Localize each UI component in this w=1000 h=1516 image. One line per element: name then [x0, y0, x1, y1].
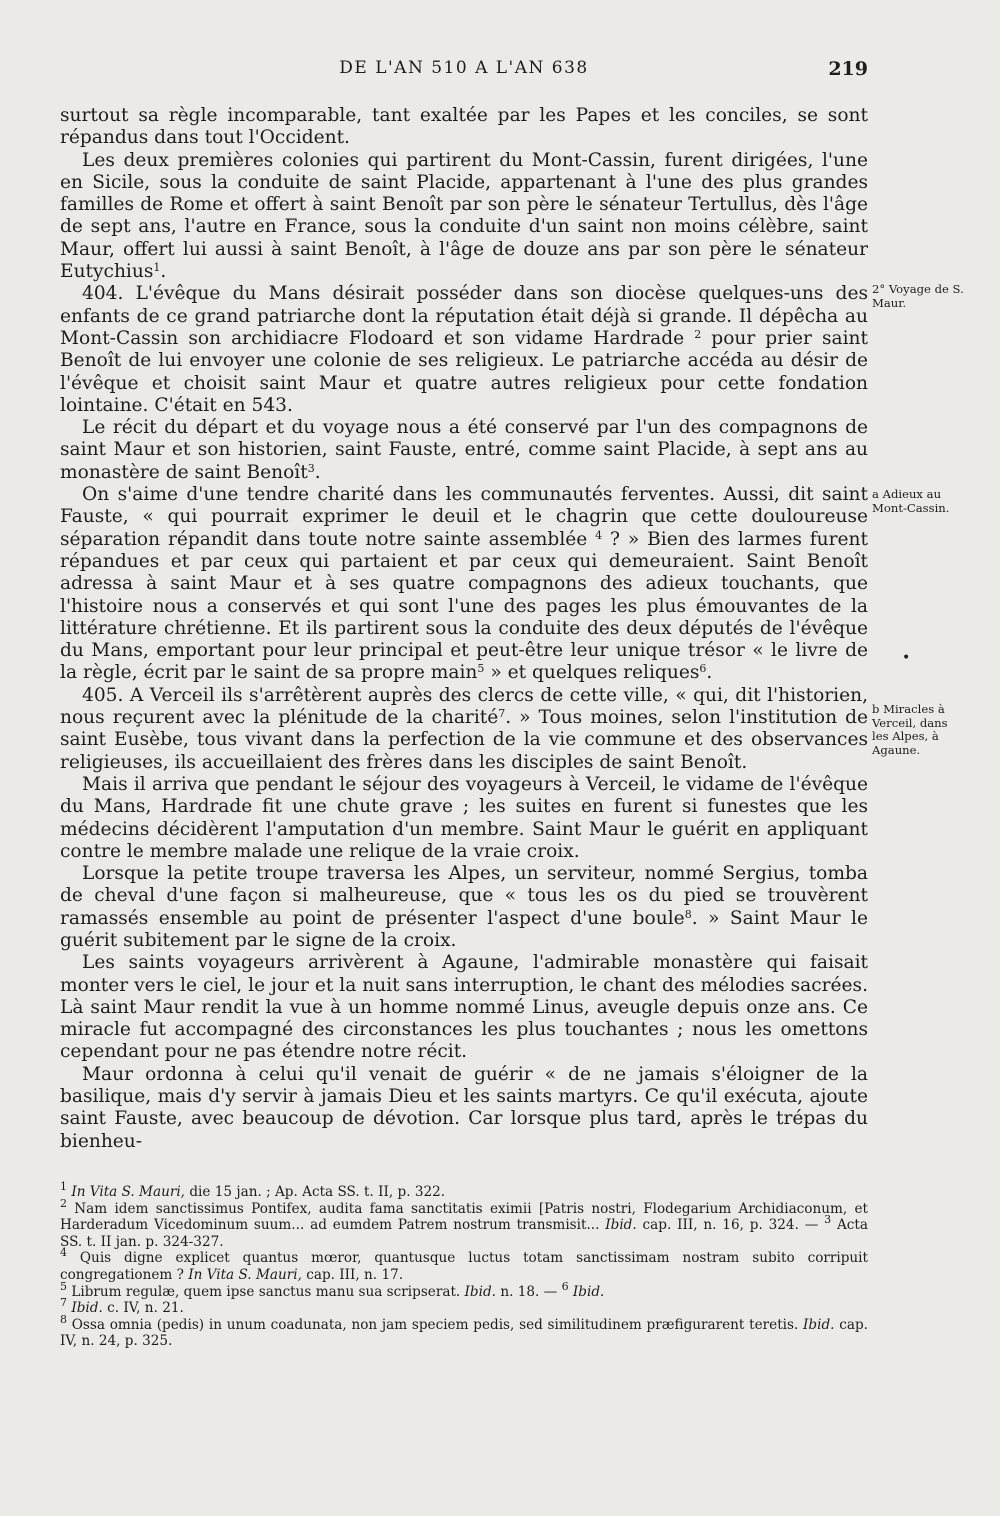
margin-note-adieux: a Adieux au Mont-Cassin.	[872, 487, 950, 515]
text-run: pour prier saint Benoît de lui envoyer une colonie de ses religieux. Le patriarche accéda au désir de l'évêque et choisit saint Maur et quatre autres religieux pour cette fondation lointaine. C'était en 543.	[60, 327, 869, 416]
text-run: n. 18. —	[496, 1283, 562, 1300]
paragraph	[60, 105, 868, 150]
paragraph	[60, 417, 868, 484]
page-header	[60, 58, 868, 88]
text-run: . » Saint Maur le guérit subitement par le signe de la croix.	[60, 907, 868, 951]
text-run: cap. III, n. 17.	[301, 1266, 404, 1283]
text-run: .	[314, 461, 321, 483]
note-reference: 8	[684, 907, 692, 921]
margin-note-miracles: b Miracles à Verceil, dans les Alpes, à Agaune.	[872, 702, 948, 757]
note-reference: 8	[60, 1312, 67, 1326]
text-run: ? » Bien des larmes furent répandues et par ceux qui partaient et par ceux qui demeuraient. Saint Benoît adressa à saint Maur et à ses quatre compagnons des adieux touchants, que l'histoire nous a conservés et qui sont l'une des pages les plus émouvantes de la littérature chrétienne. Et ils partirent sous la conduite des deux députés de l'évêque du Mans, emportant pour leur principal et peut-être leur unique trésor « le livre de la règle, écrit par le saint de sa propre main	[60, 528, 868, 684]
margin-note-voyage: 2° Voyage de S. Maur.	[872, 282, 964, 310]
paragraph	[60, 1064, 868, 1153]
text-run: cap. IV, n. 24, p. 325.	[60, 1316, 868, 1350]
note-reference: 5	[477, 662, 485, 676]
note-reference: 2	[60, 1196, 67, 1210]
text-run: . » Tous moines, selon l'institution de saint Eusèbe, tous vivant dans la perfection de la vie commune et des observances religieuses, ils accueillaient des frères dans les disciples de saint Benoît.	[60, 707, 868, 773]
paragraph	[60, 685, 868, 774]
note-reference: 1	[60, 1180, 67, 1193]
italic-reference: Ibid.	[803, 1316, 835, 1333]
footnote	[60, 1246, 868, 1283]
text-run: cap. III, n. 16, p. 324. —	[636, 1217, 825, 1234]
paragraph	[60, 150, 868, 284]
text-run: Les saints voyageurs arrivèrent à Agaune, l'admirable monastère qui faisait monter vers le ciel, le jour et la nuit sans interruption, le chant des mélodies sacrées. Là saint Maur rendit la vue à un homme nommé Linus, aveugle depuis onze ans. Ce miracle fut accompagné des circonstances les plus touchantes ; nous les omettons cependant pour ne pas étendre notre récit.	[60, 952, 868, 1063]
note-reference: 5	[60, 1279, 67, 1293]
note-reference: 7	[60, 1296, 67, 1310]
italic-reference: Ibid.	[71, 1300, 103, 1317]
text-run: Mais il arriva que pendant le séjour des voyageurs à Verceil, le vidame de l'évêque du Mans, Hardrade fit une chute grave ; les suites en furent si funestes que les médecins décidèrent l'amputation d'un membre. Saint Maur le guérit en appliquant contre le membre malade une relique de la vraie croix.	[60, 773, 868, 862]
italic-reference: Ibid.	[464, 1283, 496, 1300]
text-run: .	[706, 662, 713, 684]
paragraph	[60, 863, 868, 952]
footnotes	[60, 1180, 868, 1350]
note-reference: 7	[498, 707, 506, 721]
note-reference: 4	[60, 1246, 67, 1260]
italic-reference: In Vita S. Mauri,	[71, 1184, 186, 1200]
running-title: DE L'AN 510 A L'AN 638	[339, 58, 589, 78]
text-run: Maur ordonna à celui qu'il venait de guérir « de ne jamais s'éloigner de la basilique, mais d'y servir à jamais Dieu et les saints martyrs. Ce qu'il exécuta, ajoute saint Fauste, avec beaucoup de dévotion. Car lorsque plus tard, après le trépas du bienheu-	[60, 1063, 868, 1152]
text-run: c. IV, n. 21.	[102, 1300, 184, 1317]
paragraph	[60, 283, 868, 417]
text-run: Librum regulæ, quem ipse sanctus manu sua scripserat.	[67, 1283, 465, 1300]
text-run: Quis digne explicet quantus mœror, quantusque luctus totam sanctissimam nostram subito corripuit congregationem ?	[60, 1250, 868, 1283]
note-reference: 1	[153, 261, 161, 275]
paragraph	[60, 952, 868, 1063]
text-run: » et quelques reliques	[484, 662, 700, 684]
italic-reference: Ibid.	[572, 1283, 605, 1300]
text-run: Les deux premières colonies qui partirent du Mont-Cassin, furent dirigées, l'une en Sicile, sous la conduite de saint Placide, appartenant à l'une des plus grandes familles de Rome et offert à saint Benoît par son père le sénateur Tertullus, dès l'âge de sept ans, l'autre en France, sous la conduite d'un saint non moins célèbre, saint Maur, offert lui aussi à saint Benoît, à l'âge de douze ans par son père le sénateur Eutychius	[60, 149, 868, 283]
text-run: 404. L'évêque du Mans désirait posséder dans son diocèse quelques-uns des enfants de ce grand patriarche dont la réputation était déjà si grande. Il dépêcha au Mont-Cassin son archidiacre Flodoard et son vidame Hardrade	[60, 283, 868, 349]
text-run: Le récit du départ et du voyage nous a été conservé par l'un des compagnons de saint Maur et son historien, saint Fauste, entré, comme saint Placide, à sept ans au monastère de saint Benoît	[60, 417, 868, 483]
note-reference: 3	[824, 1213, 832, 1227]
footnote	[60, 1180, 868, 1201]
margin-dot: •	[902, 650, 911, 666]
note-reference: 4	[595, 528, 603, 542]
note-reference: 2	[694, 327, 702, 341]
text-run: Ossa omnia (pedis) in unum coadunata, non jam speciem pedis, sed similitudinem præfigurarent teretis.	[67, 1316, 804, 1333]
text-run: Lorsque la petite troupe traversa les Alpes, un serviteur, nommé Sergius, tomba de cheval d'une façon si malheureuse, que « tous les os du pied se trouvèrent ramassés ensemble au point de présenter l'aspect d'une boule	[60, 863, 868, 929]
page-number: 219	[828, 58, 868, 80]
italic-reference: In Vita S. Mauri,	[188, 1266, 302, 1283]
text-run: 405. A Verceil ils s'arrêtèrent auprès des clercs de cette ville, « qui, dit l'historien, nous reçurent avec la plénitude de la charité	[60, 684, 868, 729]
text-run: .	[160, 261, 167, 283]
footnote	[60, 1279, 868, 1301]
italic-reference: Ibid.	[605, 1217, 637, 1234]
footnote	[60, 1296, 868, 1317]
text-run: surtout sa règle incomparable, tant exaltée par les Papes et les conciles, se sont répandus dans tout l'Occident.	[60, 105, 868, 149]
note-reference: 3	[307, 461, 315, 475]
paragraph	[60, 484, 868, 685]
text-run: die 15 jan. ; Ap. Acta SS. t. II, p. 322.	[185, 1184, 446, 1200]
note-reference: 6	[699, 662, 707, 676]
text-run: Nam idem sanctissimus Pontifex, audita fama sanctitatis eximii [Patris nostri, Flodegarium Archidiaconum, et Harderadum Vicedominum suum... ad eumdem Patrem nostrum transmisit...	[60, 1200, 868, 1234]
paragraph	[60, 774, 868, 863]
text-run: On s'aime d'une tendre charité dans les communautés ferventes. Aussi, dit saint Fauste, « qui pourrait exprimer le deuil et le chagrin que cette douloureuse séparation répandit dans toute notre sainte assemblée	[60, 484, 868, 550]
body-text	[60, 105, 868, 1153]
footnote	[60, 1196, 868, 1251]
note-reference: 6	[561, 1279, 569, 1293]
footnote	[60, 1312, 868, 1350]
text-run: Acta SS. t. II jan. p. 324-327.	[60, 1217, 868, 1250]
